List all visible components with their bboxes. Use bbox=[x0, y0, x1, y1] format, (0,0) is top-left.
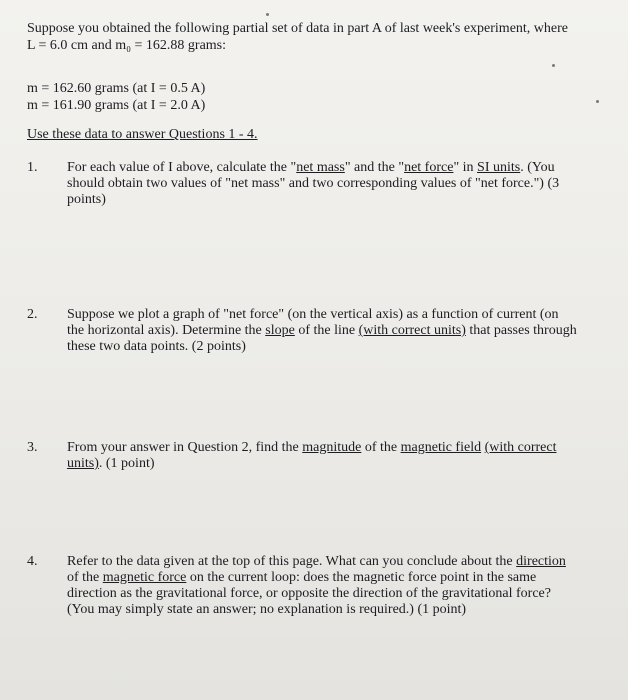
paper-speck bbox=[552, 64, 555, 67]
paper-speck bbox=[266, 13, 269, 16]
instruction-text: Use these data to answer Questions 1 - 4. bbox=[27, 127, 258, 142]
paper-speck bbox=[596, 100, 599, 103]
question-number: 4. bbox=[27, 554, 38, 569]
intro-line-1: Suppose you obtained the following partial set of data in part A of last week's experiment, where bbox=[27, 21, 568, 36]
question-text: Refer to the data given at the top of this page. What can you conclude about the direction of the magnetic force on the current loop: does the magnetic force point in the same direction as the gravitational force, or opposite the direction of the gravitational force? (You may simply state an answer; no explanation is required.) (1 point) bbox=[67, 554, 566, 617]
question-number: 1. bbox=[27, 160, 38, 175]
data-line-2: m = 161.90 grams (at I = 2.0 A) bbox=[27, 98, 206, 113]
question-text: Suppose we plot a graph of "net force" (on the vertical axis) as a function of current (on the horizontal axis). Determine the slope of the line (with correct units) that passes through these two data points. (2 points) bbox=[67, 307, 577, 354]
question-text: From your answer in Question 2, find the magnitude of the magnetic field (with correct units). (1 point) bbox=[67, 440, 557, 471]
question-text: For each value of I above, calculate the "net mass" and the "net force" in SI units. (You should obtain two values of "net mass" and two corresponding values of "net force.") (3 points) bbox=[67, 160, 560, 207]
question-number: 2. bbox=[27, 307, 38, 322]
question-number: 3. bbox=[27, 440, 38, 455]
data-line-1: m = 162.60 grams (at I = 0.5 A) bbox=[27, 81, 206, 96]
data-list bbox=[27, 80, 205, 114]
intro-line-2: L = 6.0 cm and m₀ = 162.88 grams: bbox=[27, 38, 227, 53]
intro-paragraph bbox=[27, 20, 597, 54]
